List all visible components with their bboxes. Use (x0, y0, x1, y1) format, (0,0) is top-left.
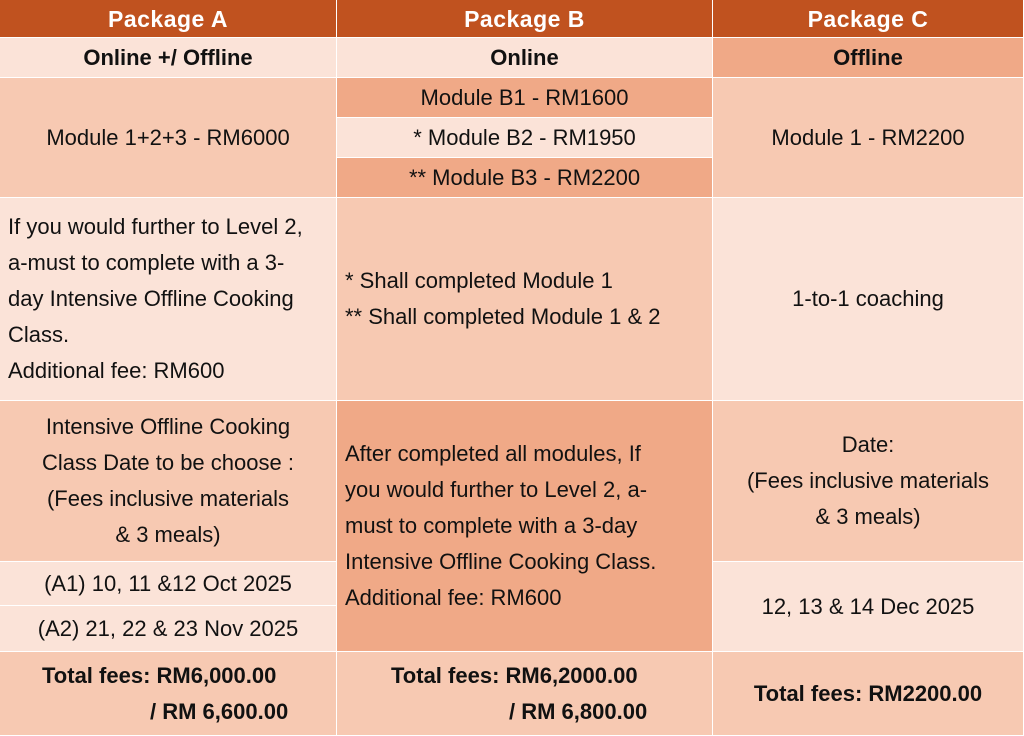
date-option-a1 (0, 562, 337, 606)
modules-package-c-label: Module 1 - RM2200 (771, 124, 965, 150)
dates-c-line: Date: (841, 432, 895, 457)
mode-package-b (337, 38, 713, 78)
notes-package-c (713, 198, 1024, 401)
mode-package-c (713, 38, 1024, 78)
total-package-b-line2: / RM 6,800.00 (509, 698, 648, 724)
date-option-a2-label: (A2) 21, 22 & 23 Nov 2025 (37, 615, 299, 641)
notes-a-line: a-must to complete with a 3- (8, 250, 285, 275)
notes-b-line: * Shall completed Module 1 (345, 268, 613, 293)
dates-a-line: (Fees inclusive materials (46, 486, 290, 511)
module-b2-label: * Module B2 - RM1950 (413, 124, 636, 150)
header-package-b (337, 0, 713, 38)
dates-b-line: Additional fee: RM600 (345, 585, 562, 610)
header-package-a-label: Package A (108, 5, 228, 32)
dates-c-line: (Fees inclusive materials (746, 468, 990, 493)
dates-package-a-info (0, 401, 337, 562)
notes-a-line: Class. (8, 322, 70, 347)
header-package-b-label: Package B (464, 5, 585, 32)
total-package-a-line2: / RM 6,600.00 (150, 698, 289, 724)
mode-package-c-label: Offline (833, 44, 903, 70)
dates-c-line: & 3 meals) (815, 504, 921, 529)
dates-a-line: Intensive Offline Cooking (45, 414, 291, 439)
total-package-c (713, 652, 1024, 736)
notes-a-line: Additional fee: RM600 (8, 358, 225, 383)
dates-b-line: After completed all modules, If (345, 441, 641, 466)
dates-b-line: you would further to Level 2, a- (345, 477, 648, 502)
module-b3 (337, 158, 713, 198)
notes-package-a (0, 198, 337, 401)
header-package-c-label: Package C (807, 5, 929, 32)
date-option-a2 (0, 606, 337, 652)
total-package-c-label: Total fees: RM2200.00 (753, 680, 983, 706)
dates-a-line: & 3 meals) (115, 522, 221, 547)
module-b1-label: Module B1 - RM1600 (420, 84, 629, 110)
mode-package-a-label: Online +/ Offline (83, 44, 253, 70)
total-package-a (0, 652, 337, 736)
total-package-b-line1: Total fees: RM6,2000.00 (391, 662, 638, 688)
notes-package-b (337, 198, 713, 401)
header-package-c (713, 0, 1024, 38)
dates-package-b-info (337, 401, 713, 652)
dates-b-line: must to complete with a 3-day (345, 513, 638, 538)
modules-package-a (0, 78, 337, 198)
dates-b-line: Intensive Offline Cooking Class. (345, 549, 657, 574)
date-option-c-label: 12, 13 & 14 Dec 2025 (761, 593, 975, 619)
date-option-c (713, 562, 1024, 652)
date-option-a1-label: (A1) 10, 11 &12 Oct 2025 (44, 570, 292, 596)
module-b2 (337, 118, 713, 158)
module-b3-label: ** Module B3 - RM2200 (408, 164, 641, 190)
notes-a-line: If you would further to Level 2, (8, 214, 303, 239)
header-package-a (0, 0, 337, 38)
notes-b-line: ** Shall completed Module 1 & 2 (345, 304, 661, 329)
total-package-a-line1: Total fees: RM6,000.00 (42, 662, 277, 688)
modules-package-a-label: Module 1+2+3 - RM6000 (46, 124, 290, 150)
modules-package-c (713, 78, 1024, 198)
module-b1 (337, 78, 713, 118)
dates-a-line: Class Date to be choose : (42, 450, 294, 475)
notes-a-line: day Intensive Offline Cooking (8, 286, 294, 311)
notes-c-label: 1-to-1 coaching (792, 286, 944, 311)
dates-package-c-info (713, 401, 1024, 562)
mode-package-b-label: Online (490, 44, 559, 70)
mode-package-a (0, 38, 337, 78)
total-package-b (337, 652, 713, 736)
